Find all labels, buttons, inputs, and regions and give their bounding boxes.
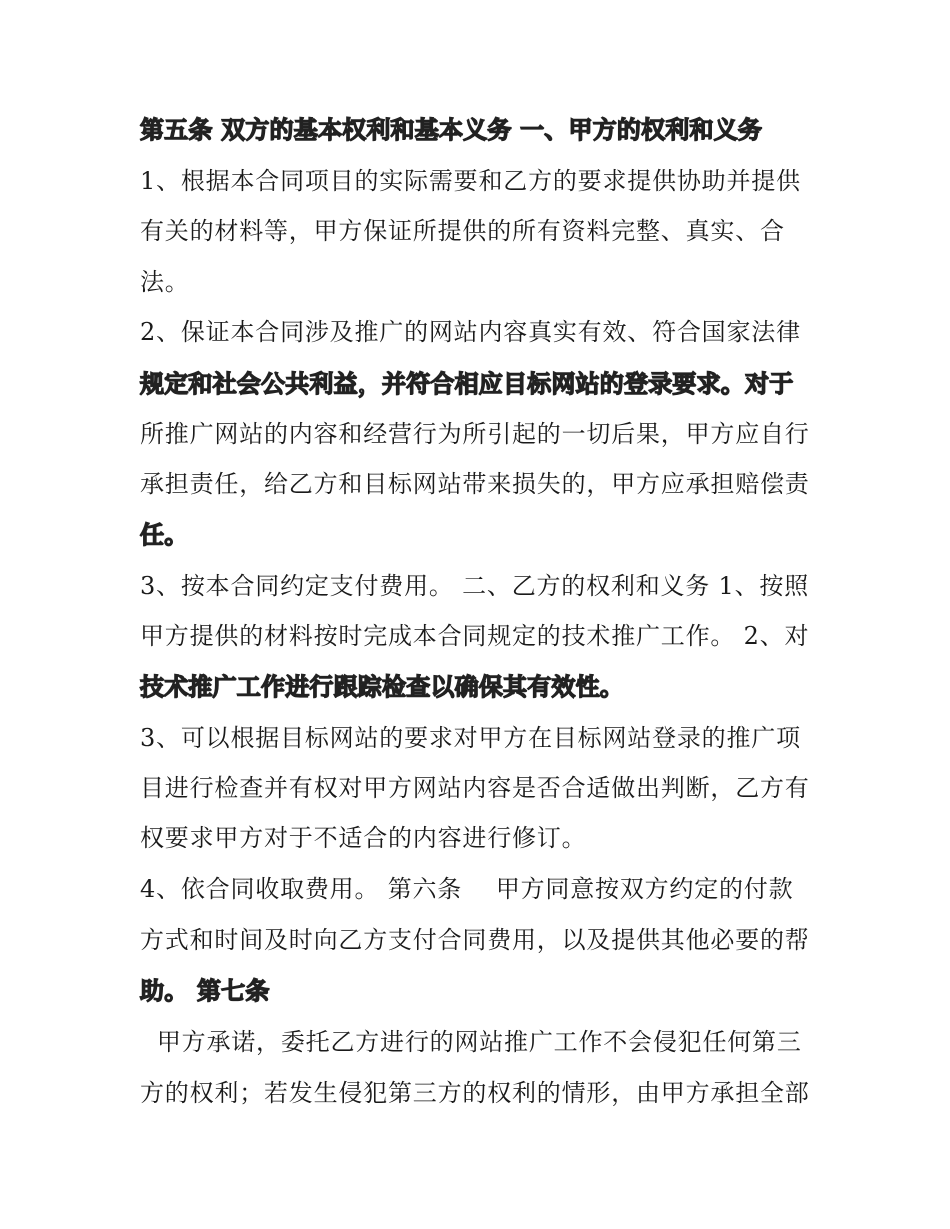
text-line: 4、依合同收取费用。 第六条 甲方同意按双方约定的付款 [140, 875, 794, 903]
text-line-outlined: 技术推广工作进行跟踪检查以确保其有效性。 [140, 673, 624, 701]
text-line: 甲方提供的材料按时完成本合同规定的技术推广工作。 2、对 [140, 622, 810, 650]
text-line-outlined: 第五条 双方的基本权利和基本义务 一、甲方的权利和义务 [140, 116, 763, 144]
text-line-outlined: 助。 第七条 [140, 977, 270, 1005]
text-line: 法。 [140, 268, 190, 296]
text-line: 权要求甲方对于不适合的内容进行修订。 [140, 824, 587, 852]
text-line: 甲方承诺，委托乙方进行的网站推广工作不会侵犯任何第三 [140, 1028, 802, 1056]
text-line: 方的权利；若发生侵犯第三方的权利的情形，由甲方承担全部 [140, 1079, 810, 1107]
text-line: 3、可以根据目标网站的要求对甲方在目标网站登录的推广项 [140, 724, 801, 752]
text-line: 3、按本合同约定支付费用。 二、乙方的权利和义务 1、按照 [140, 572, 809, 600]
text-line: 所推广网站的内容和经营行为所引起的一切后果，甲方应自行 [140, 420, 810, 448]
text-line: 承担责任，给乙方和目标网站带来损失的，甲方应承担赔偿责 [140, 470, 810, 498]
text-line-outlined: 任。 [140, 521, 189, 549]
text-line: 1、根据本合同项目的实际需要和乙方的要求提供协助并提供 [140, 167, 801, 195]
text-line: 方式和时间及时向乙方支付合同费用，以及提供其他必要的帮 [140, 926, 810, 954]
text-line-outlined: 规定和社会公共利益，并符合相应目标网站的登录要求。对于 [140, 370, 794, 398]
text-line: 有关的材料等，甲方保证所提供的所有资料完整、真实、合 [140, 217, 785, 245]
text-line: 2、保证本合同涉及推广的网站内容真实有效、符合国家法律 [140, 318, 801, 346]
text-line: 目进行检查并有权对甲方网站内容是否合适做出判断，乙方有 [140, 774, 810, 802]
